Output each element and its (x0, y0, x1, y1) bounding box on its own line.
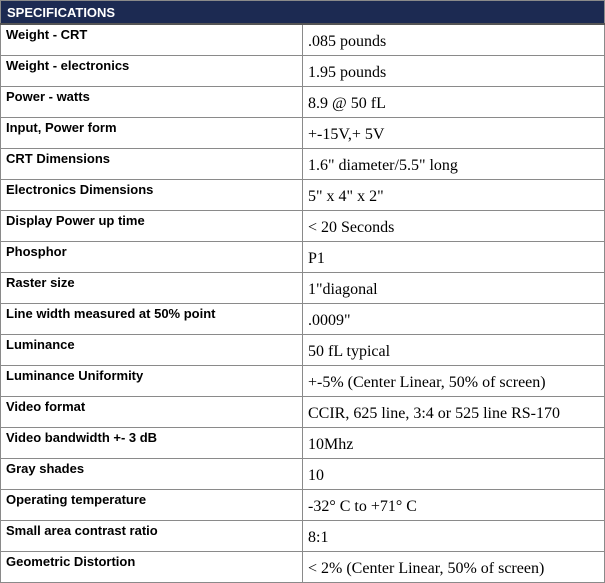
table-row (1, 87, 605, 118)
spec-value: 50 fL typical (303, 335, 605, 366)
table-row (1, 242, 605, 273)
table-row (1, 521, 605, 552)
table-row (1, 180, 605, 211)
specifications-title: SPECIFICATIONS (1, 1, 605, 25)
spec-value: 5" x 4" x 2" (303, 180, 605, 211)
table-row (1, 273, 605, 304)
table-row (1, 428, 605, 459)
spec-value: 1.6" diameter/5.5" long (303, 149, 605, 180)
table-row (1, 335, 605, 366)
spec-value: 10 (303, 459, 605, 490)
spec-label: Video bandwidth +- 3 dB (1, 428, 303, 459)
spec-value: -32° C to +71° C (303, 490, 605, 521)
table-row (1, 366, 605, 397)
spec-label: Raster size (1, 273, 303, 304)
table-row (1, 490, 605, 521)
spec-value: 10Mhz (303, 428, 605, 459)
spec-label: Electronics Dimensions (1, 180, 303, 211)
spec-value: +-15V,+ 5V (303, 118, 605, 149)
table-row (1, 24, 605, 56)
spec-label: Small area contrast ratio (1, 521, 303, 552)
spec-label: Luminance Uniformity (1, 366, 303, 397)
spec-label: Display Power up time (1, 211, 303, 242)
spec-label: Gray shades (1, 459, 303, 490)
spec-label: Geometric Distortion (1, 552, 303, 583)
spec-value: .085 pounds (303, 24, 605, 56)
spec-label: Weight - CRT (1, 24, 303, 56)
table-row (1, 552, 605, 583)
table-row (1, 56, 605, 87)
spec-value: .0009" (303, 304, 605, 335)
spec-value: +-5% (Center Linear, 50% of screen) (303, 366, 605, 397)
table-row (1, 459, 605, 490)
table-row (1, 118, 605, 149)
table-row (1, 211, 605, 242)
spec-label: Line width measured at 50% point (1, 304, 303, 335)
spec-label: Operating temperature (1, 490, 303, 521)
spec-label: Phosphor (1, 242, 303, 273)
spec-value: < 2% (Center Linear, 50% of screen) (303, 552, 605, 583)
spec-value: 1.95 pounds (303, 56, 605, 87)
spec-label: Input, Power form (1, 118, 303, 149)
spec-label: Power - watts (1, 87, 303, 118)
table-row (1, 397, 605, 428)
table-row (1, 149, 605, 180)
spec-value: < 20 Seconds (303, 211, 605, 242)
spec-label: Video format (1, 397, 303, 428)
spec-label: CRT Dimensions (1, 149, 303, 180)
table-header-row (1, 1, 605, 25)
spec-value: 1"diagonal (303, 273, 605, 304)
spec-value: P1 (303, 242, 605, 273)
spec-label: Weight - electronics (1, 56, 303, 87)
spec-value: 8:1 (303, 521, 605, 552)
spec-label: Luminance (1, 335, 303, 366)
spec-value: CCIR, 625 line, 3:4 or 525 line RS-170 (303, 397, 605, 428)
table-row (1, 304, 605, 335)
spec-value: 8.9 @ 50 fL (303, 87, 605, 118)
